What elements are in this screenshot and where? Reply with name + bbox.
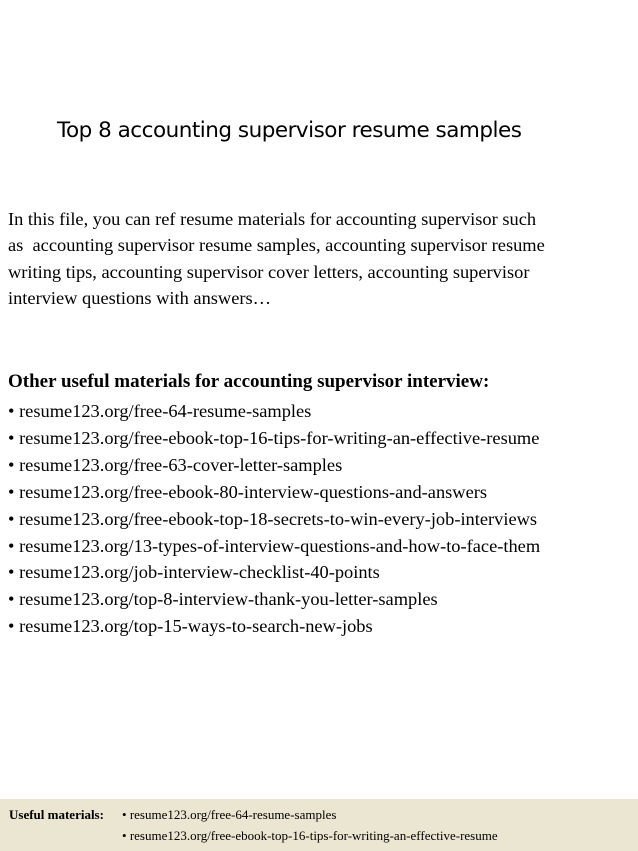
link-text[interactable]: resume123.org/13-types-of-interview-questions-and-how-to-face-them — [19, 535, 541, 556]
list-item[interactable] — [8, 586, 540, 613]
bullet-icon: • — [8, 562, 15, 583]
intro-line: interview questions with answers… — [8, 288, 272, 309]
list-item[interactable] — [8, 479, 540, 506]
page-title: Top 8 accounting supervisor resume samples — [57, 118, 522, 143]
list-item[interactable] — [8, 425, 540, 452]
intro-line: writing tips, accounting supervisor cover letters, accounting supervisor — [8, 261, 530, 282]
link-text[interactable]: resume123.org/top-8-interview-thank-you-letter-samples — [19, 589, 438, 610]
link-text[interactable]: resume123.org/free-64-resume-samples — [19, 401, 312, 421]
link-text[interactable]: resume123.org/free-ebook-80-interview-questions-and-answers — [19, 481, 488, 502]
bullet-icon: • — [122, 807, 127, 822]
footer-link-text[interactable]: resume123.org/free-ebook-top-16-tips-for-writing-an-effective-resume — [129, 828, 498, 843]
list-item[interactable] — [8, 398, 540, 425]
materials-heading: Other useful materials for accounting supervisor interview: — [8, 371, 490, 392]
footer-link-text[interactable]: resume123.org/free-64-resume-samples — [129, 807, 337, 822]
link-text[interactable]: resume123.org/free-ebook-top-16-tips-for-writing-an-effective-resume — [19, 427, 540, 448]
list-item[interactable] — [8, 533, 540, 560]
link-text[interactable]: resume123.org/top-15-ways-to-search-new-jobs — [19, 616, 373, 637]
footer-list-item[interactable] — [122, 827, 498, 845]
list-item[interactable] — [8, 506, 540, 533]
bullet-icon: • — [8, 427, 15, 448]
intro-line: In this file, you can ref resume materials for accounting supervisor such — [8, 209, 537, 229]
intro-line: as accounting supervisor resume samples, accounting supervisor resume — [8, 235, 545, 256]
link-text[interactable]: resume123.org/job-interview-checklist-40-points — [19, 562, 380, 583]
footer-list-item[interactable] — [122, 806, 498, 824]
footer-label: Useful materials: — [9, 807, 104, 822]
bullet-icon: • — [122, 828, 127, 843]
bullet-icon: • — [8, 616, 15, 637]
footer-links — [122, 806, 498, 848]
link-text[interactable]: resume123.org/free-63-cover-letter-samples — [19, 454, 343, 475]
footer-bar — [0, 799, 638, 851]
list-item[interactable] — [8, 613, 540, 640]
link-text[interactable]: resume123.org/free-ebook-top-18-secrets-to-win-every-job-interviews — [19, 508, 538, 529]
list-item[interactable] — [8, 559, 540, 586]
footer-label-text: Useful materials — [9, 807, 100, 822]
bullet-icon: • — [8, 401, 15, 421]
materials-list — [8, 398, 540, 640]
bullet-icon: • — [8, 481, 15, 502]
bullet-icon: • — [8, 508, 15, 529]
list-item[interactable] — [8, 452, 540, 479]
bullet-icon: • — [8, 454, 15, 475]
intro-paragraph — [8, 206, 632, 312]
bullet-icon: • — [8, 589, 15, 610]
bullet-icon: • — [8, 535, 15, 556]
